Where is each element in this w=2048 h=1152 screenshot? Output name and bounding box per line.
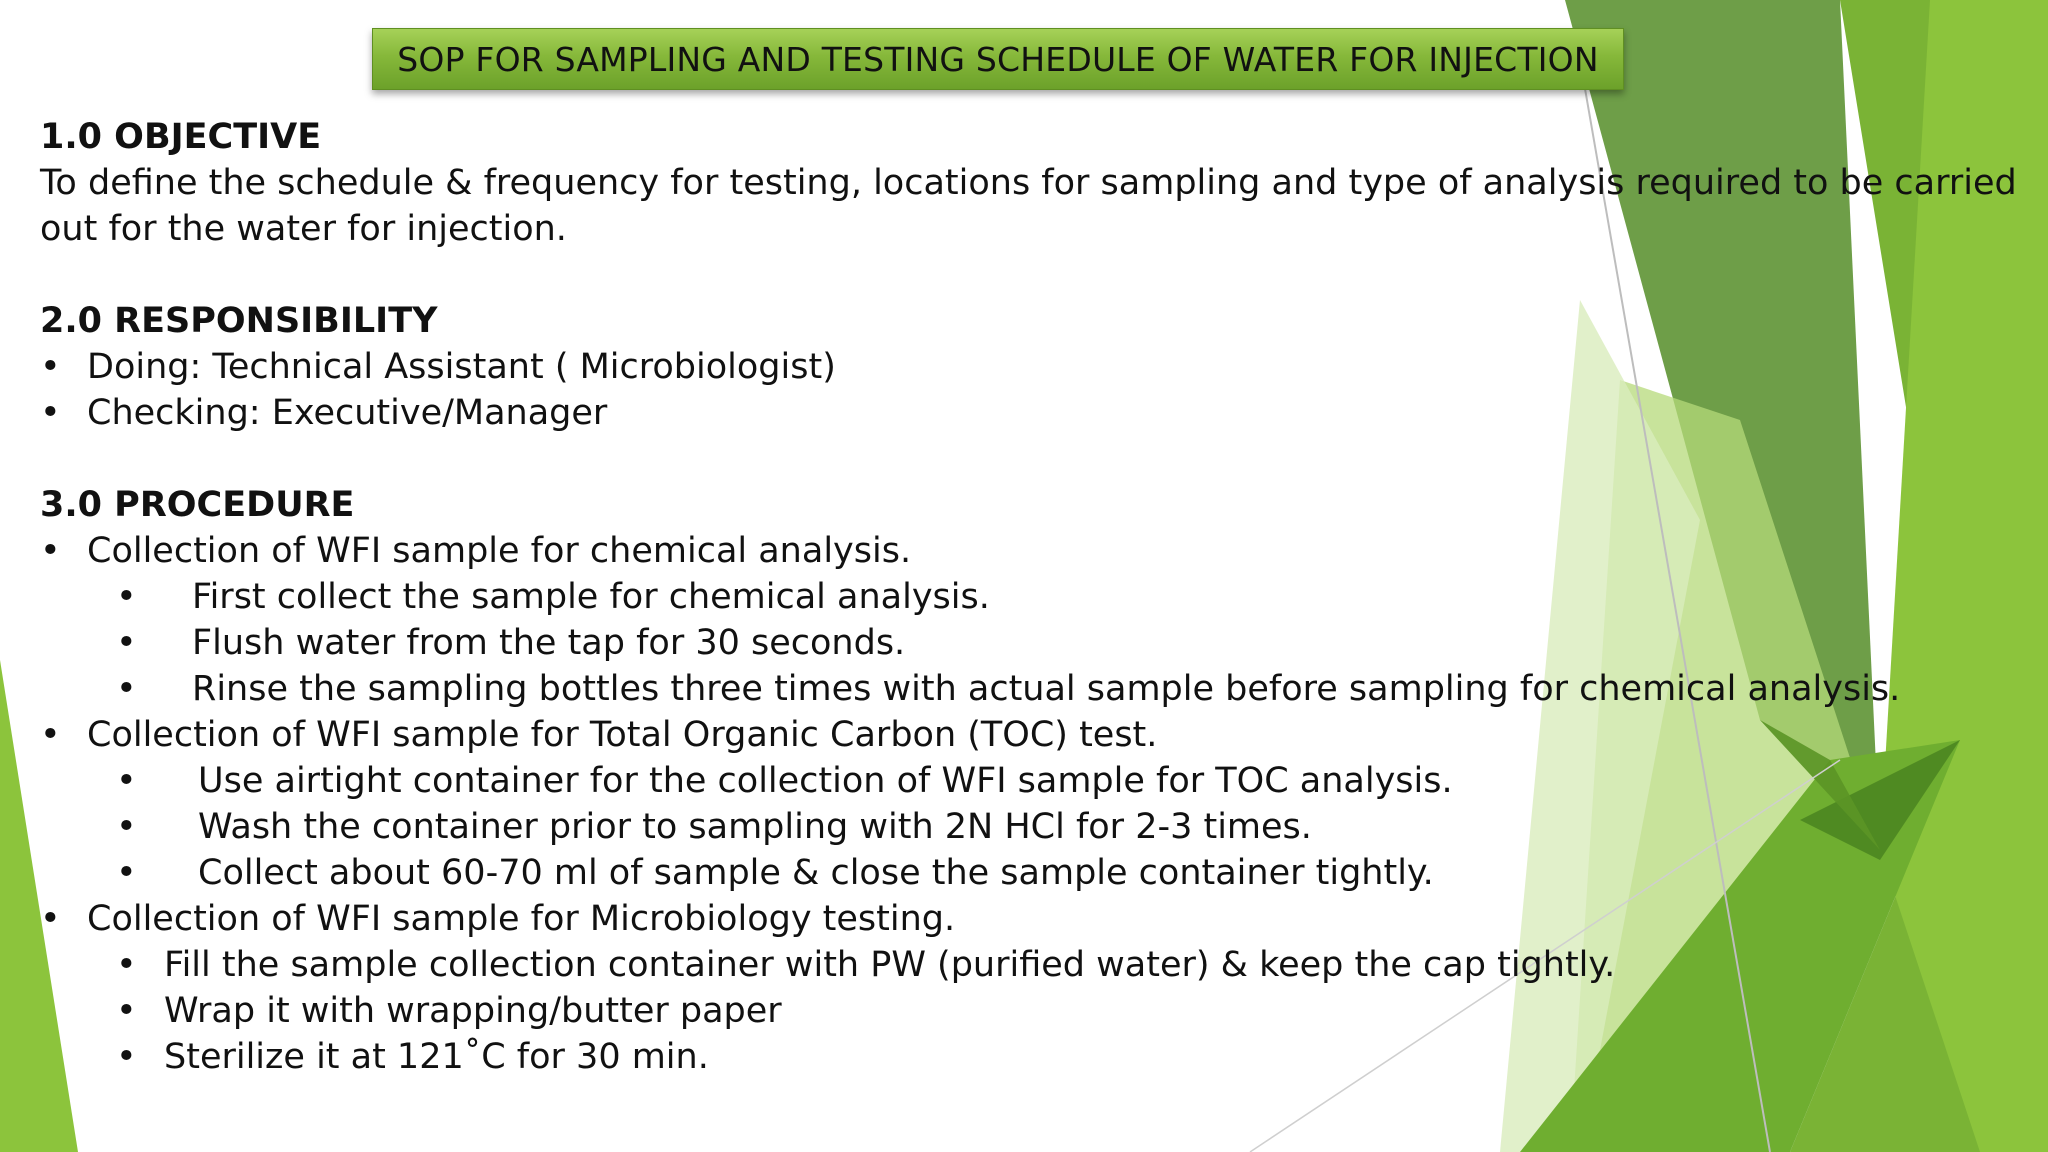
bullet-icon: • <box>40 899 61 939</box>
procedure-group-label <box>40 528 2020 574</box>
list-item-text: Sterilize it at 121˚C for 30 min. <box>164 1037 709 1077</box>
bullet-icon: • <box>40 393 61 433</box>
list-item <box>40 942 2020 988</box>
list-item <box>40 850 2020 896</box>
page-title: SOP FOR SAMPLING AND TESTING SCHEDULE OF WATER FOR INJECTION <box>397 39 1599 79</box>
bullet-icon: • <box>116 623 137 663</box>
list-item <box>40 574 2020 620</box>
objective-heading: 1.0 OBJECTIVE <box>40 117 322 157</box>
list-item-text: Rinse the sampling bottles three times with actual sample before sampling for chemical analysis. <box>192 669 1901 709</box>
bullet-icon: • <box>116 853 137 893</box>
list-item-text: Use airtight container for the collection of WFI sample for TOC analysis. <box>198 761 1453 801</box>
objective-text-line1: To define the schedule & frequency for testing, locations for sampling and type of analysis required to be carried <box>40 163 2017 203</box>
list-item <box>40 390 2020 436</box>
list-item <box>40 344 2020 390</box>
list-item <box>40 666 2020 712</box>
list-item-text: Flush water from the tap for 30 seconds. <box>192 623 906 663</box>
bullet-icon: • <box>116 1037 137 1077</box>
list-item-text: Checking: Executive/Manager <box>87 393 608 433</box>
list-item <box>40 758 2020 804</box>
list-item <box>40 804 2020 850</box>
responsibility-heading: 2.0 RESPONSIBILITY <box>40 301 438 341</box>
list-item-text: Wrap it with wrapping/butter paper <box>164 991 782 1031</box>
list-item-text: Collection of WFI sample for Microbiology testing. <box>87 899 956 939</box>
title-banner <box>372 28 1624 90</box>
list-item-text: First collect the sample for chemical analysis. <box>192 577 990 617</box>
bullet-icon: • <box>116 669 137 709</box>
bullet-icon: • <box>116 945 137 985</box>
bullet-icon: • <box>40 347 61 387</box>
list-item <box>40 988 2020 1034</box>
bullet-icon: • <box>40 715 61 755</box>
objective-text-line2: out for the water for injection. <box>40 209 567 249</box>
procedure-group-label <box>40 712 2020 758</box>
list-item <box>40 1034 2020 1080</box>
list-item-text: Doing: Technical Assistant ( Microbiologist) <box>87 347 836 387</box>
spacer <box>40 436 2020 482</box>
document-body <box>40 114 2020 1080</box>
bullet-icon: • <box>116 577 137 617</box>
list-item-text: Collection of WFI sample for Total Organic Carbon (TOC) test. <box>87 715 1158 755</box>
procedure-group-label <box>40 896 2020 942</box>
list-item-text: Collection of WFI sample for chemical analysis. <box>87 531 912 571</box>
procedure-heading: 3.0 PROCEDURE <box>40 485 355 525</box>
bullet-icon: • <box>40 531 61 571</box>
list-item-text: Fill the sample collection container with PW (purified water) & keep the cap tightly. <box>164 945 1616 985</box>
list-item <box>40 620 2020 666</box>
spacer <box>40 252 2020 298</box>
bullet-icon: • <box>116 991 137 1031</box>
bullet-icon: • <box>116 761 137 801</box>
list-item-text: Wash the container prior to sampling with 2N HCl for 2-3 times. <box>198 807 1312 847</box>
bullet-icon: • <box>116 807 137 847</box>
list-item-text: Collect about 60-70 ml of sample & close the sample container tightly. <box>198 853 1434 893</box>
